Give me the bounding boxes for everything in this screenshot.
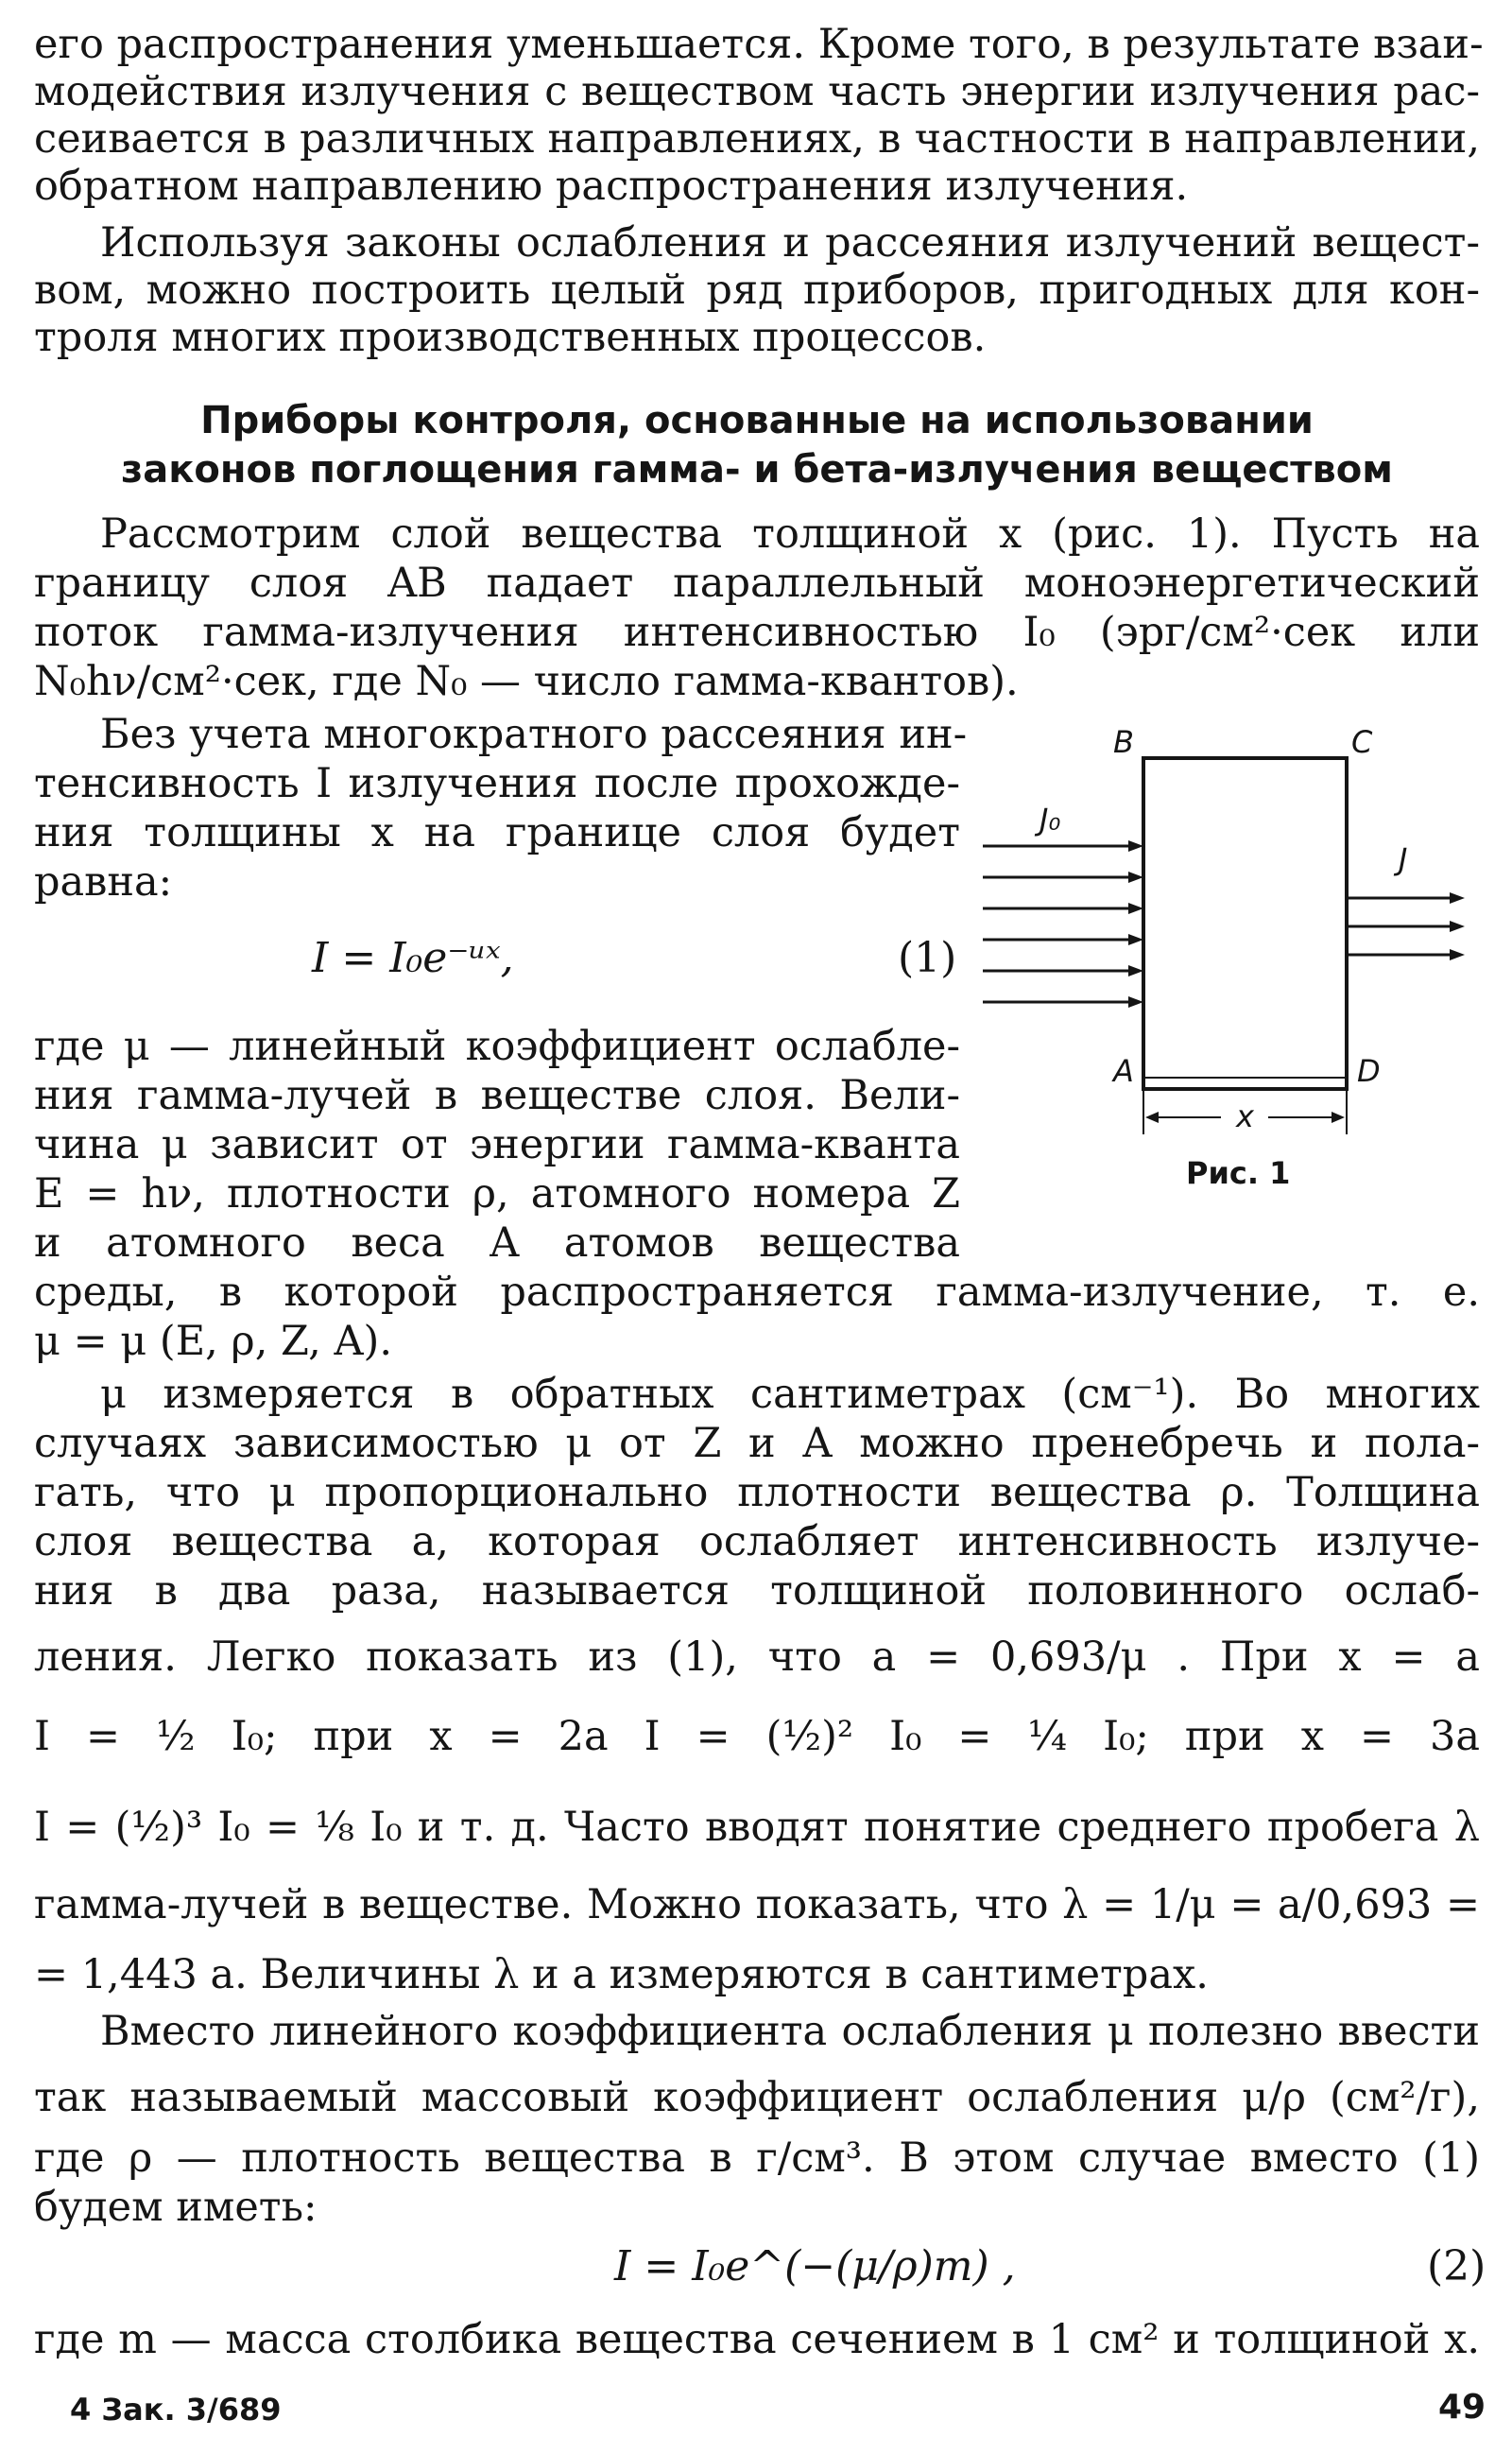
intro-line-6: вом, можно построить целый ряд приборов, пригодных для кон- <box>34 267 1480 314</box>
equation-2-number: (2) <box>1427 2242 1486 2290</box>
intro-line-7: троля многих производственных процессов. <box>34 314 987 361</box>
para2-line-1: Без учета многократного рассеяния ин- <box>100 711 968 758</box>
para4-line-3: гать, что μ пропорционально плотности вещества ρ. Толщина <box>34 1469 1480 1516</box>
intro-line-1: его распространения уменьшается. Кроме того, в результате взаи- <box>34 21 1484 68</box>
para4-line-5: ния в два раза, называется толщиной половинного ослаб- <box>34 1567 1480 1615</box>
math-line-1: ления. Легко показать из (1), что a = 0,693/μ . При x = a <box>34 1633 1480 1681</box>
para5-line-3: где ρ — плотность вещества в г/см³. В этом случае вместо (1) <box>34 2134 1480 2182</box>
math-line-4: гамма-лучей в веществе. Можно показать, что λ = 1/μ = a/0,693 = <box>34 1881 1480 1928</box>
para6-line: где m — масса столбика вещества сечением в 1 см² и толщиной x. <box>34 2316 1480 2363</box>
label-A: A <box>1113 1053 1134 1089</box>
equation-1: I = I₀e⁻ᵘˣ, <box>312 934 514 982</box>
footer-signature: 4 Зак. 3/689 <box>70 2392 282 2428</box>
dimension-arrow-right <box>1332 1112 1345 1123</box>
incident-arrowheads <box>1128 840 1143 1008</box>
label-x: x <box>1236 1098 1254 1134</box>
math-line-5: = 1,443 a. Величины λ и a измеряются в сантиметрах. <box>34 1951 1209 1998</box>
figure-caption: Рис. 1 <box>1186 1155 1291 1191</box>
label-D: D <box>1357 1053 1381 1089</box>
equation-1-number: (1) <box>898 934 957 982</box>
math-line-2: I = ½ I₀; при x = 2a I = (½)² I₀ = ¼ I₀; при x = 3a <box>34 1713 1480 1760</box>
para3-line-4: E = hν, плотности ρ, атомного номера Z <box>34 1170 960 1218</box>
dimension-arrow-left <box>1145 1112 1159 1123</box>
para3-line-1: где μ — линейный коэффициент ослабле- <box>34 1023 960 1070</box>
para1-line-4: N₀hν/см²·сек, где N₀ — число гамма-квантов). <box>34 658 1019 705</box>
intro-line-3: сеивается в различных направлениях, в частности в направлении, <box>34 115 1480 163</box>
para3-line-5: и атомного веса A атомов вещества <box>34 1219 960 1267</box>
intro-line-4: обратном направлению распространения излучения. <box>34 163 1189 210</box>
para3-line-2: ния гамма-лучей в веществе слоя. Вели- <box>34 1072 960 1119</box>
para2-line-4: равна: <box>34 858 173 906</box>
label-B: B <box>1113 724 1134 760</box>
equation-2: I = I₀e^(−(μ/ρ)m) , <box>614 2242 1016 2290</box>
para5-line-1: Вместо линейного коэффициента ослабления μ полезно ввести <box>100 2008 1480 2055</box>
section-heading-line-2: законов поглощения гамма- и бета-излучения веществом <box>121 448 1393 492</box>
para2-line-3: ния толщины x на границе слоя будет <box>34 809 960 856</box>
para1-line-1: Рассмотрим слой вещества толщиной x (рис. 1). Пусть на <box>100 510 1480 558</box>
para5-line-4: будем иметь: <box>34 2184 318 2231</box>
para1-line-2: границу слоя AB падает параллельный моноэнергетический <box>34 560 1480 607</box>
intro-line-5: Используя законы ослабления и рассеяния излучений вещест- <box>100 219 1480 267</box>
label-J: J <box>1399 841 1408 877</box>
page-number: 49 <box>1438 2388 1486 2427</box>
para1-line-3: поток гамма-излучения интенсивностью I₀ (эрг/см²·сек или <box>34 609 1480 656</box>
intro-line-2: модействия излучения с веществом часть энергии излучения рас- <box>34 68 1480 115</box>
para4-line-4: слоя вещества a, которая ослабляет интенсивность излуче- <box>34 1518 1480 1565</box>
para4-line-1: μ измеряется в обратных сантиметрах (см⁻¹). Во многих <box>100 1371 1480 1418</box>
para5-line-2: так называемый массовый коэффициент ослабления μ/ρ (см²/г), <box>34 2074 1480 2121</box>
label-J0: J₀ <box>1040 802 1061 838</box>
para3-line-3: чина μ зависит от энергии гамма-кванта <box>34 1121 960 1168</box>
para4-line-2: случаях зависимостью μ от Z и A можно пренебречь и пола- <box>34 1420 1481 1467</box>
para3-line-7: μ = μ (E, ρ, Z, A). <box>34 1318 393 1365</box>
incident-arrows <box>983 846 1136 1002</box>
math-line-3: I = (½)³ I₀ = ⅛ I₀ и т. д. Часто вводят понятие среднего пробега λ <box>34 1804 1480 1851</box>
para2-line-2: тенсивность I излучения после прохожде- <box>34 760 960 807</box>
para3-line-6: среды, в которой распространяется гамма-излучение, т. е. <box>34 1269 1480 1316</box>
transmitted-arrows <box>1349 898 1455 955</box>
label-C: C <box>1351 724 1373 760</box>
section-heading-line-1: Приборы контроля, основанные на использовании <box>200 399 1314 442</box>
slab-rectangle <box>1143 758 1347 1089</box>
transmitted-arrowheads <box>1450 892 1465 960</box>
